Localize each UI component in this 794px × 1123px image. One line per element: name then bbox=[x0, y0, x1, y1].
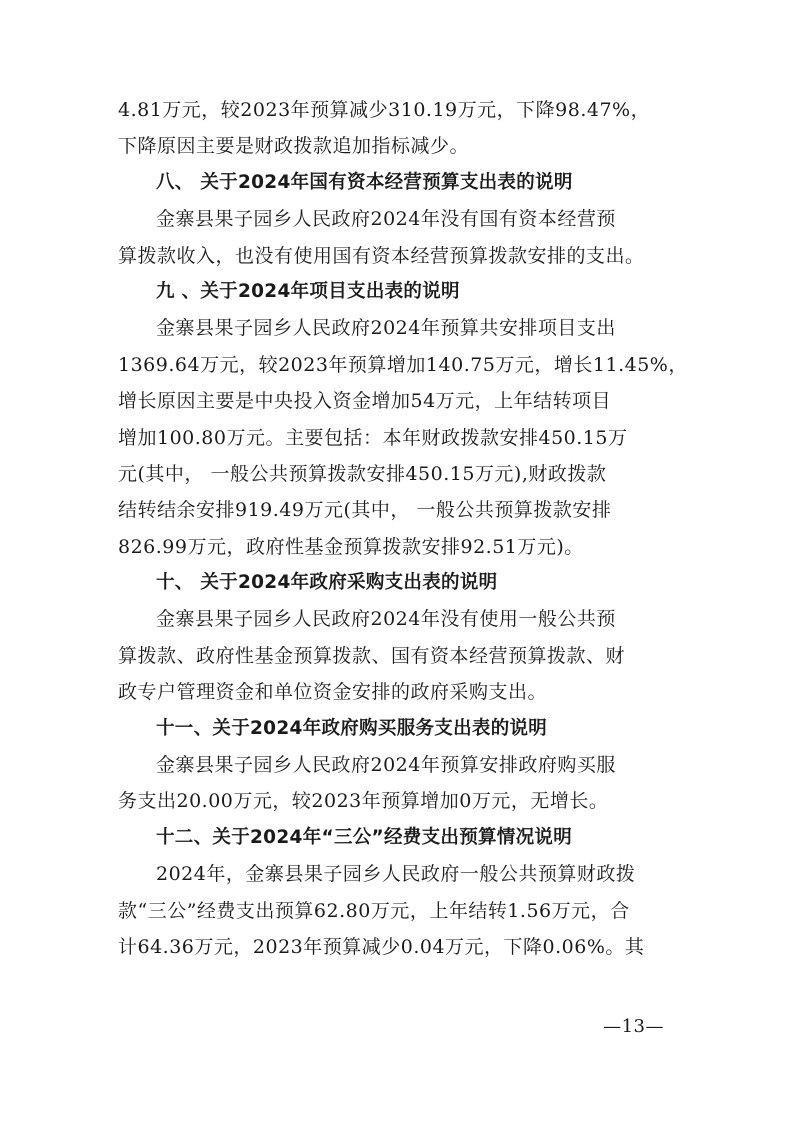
body-text-line: 1369.64万元，较2023年预算增加140.75万元，增长11.45%， bbox=[118, 353, 688, 376]
body-text-line: 金寨县果子园乡人民政府2024年没有使用一般公共预 bbox=[156, 608, 616, 631]
section-heading-11: 十一、关于2024年政府购买服务支出表的说明 bbox=[156, 717, 548, 739]
body-text-line: 金寨县果子园乡人民政府2024年预算共安排项目支出 bbox=[156, 317, 616, 340]
body-text-line: 元(其中， 一般公共预算拨款安排450.15万元),财政拨款 bbox=[118, 462, 607, 485]
body-text-line: 金寨县果子园乡人民政府2024年没有国有资本经营预 bbox=[156, 208, 616, 231]
page-number: —13— bbox=[603, 1016, 664, 1037]
body-text-line: 下降原因主要是财政拨款追加指标减少。 bbox=[118, 135, 470, 158]
body-text-line: 算拨款、政府性基金预算拨款、国有资本经营预算拨款、财 bbox=[118, 644, 626, 667]
body-text-line: 增长原因主要是中央投入资金增加54万元，上年结转项目 bbox=[118, 390, 612, 413]
body-text-line: 4.81万元，较2023年预算减少310.19万元，下降98.47%， bbox=[118, 99, 651, 121]
section-heading-8: 八、 关于2024年国有资本经营预算支出表的说明 bbox=[156, 171, 573, 193]
body-text-line: 务支出20.00万元，较2023年预算增加0万元，无增长。 bbox=[118, 790, 609, 813]
body-text-line: 826.99万元，政府性基金预算拨款安排92.51万元)。 bbox=[118, 535, 584, 558]
body-text-line: 结转结余安排919.49万元(其中， 一般公共预算拨款安排 bbox=[118, 499, 612, 522]
body-text-line: 金寨县果子园乡人民政府2024年预算安排政府购买服 bbox=[156, 754, 616, 777]
section-heading-10: 十、 关于2024年政府采购支出表的说明 bbox=[156, 572, 498, 594]
body-text-line: 政专户管理资金和单位资金安排的政府采购支出。 bbox=[118, 681, 548, 704]
body-text-line: 款“三公”经费支出预算62.80万元，上年结转1.56万元，合 bbox=[118, 899, 630, 922]
body-text-line: 计64.36万元，2023年预算减少0.04万元，下降0.06%。其 bbox=[118, 935, 645, 958]
section-heading-12: 十二、关于2024年“三公”经费支出预算情况说明 bbox=[156, 826, 573, 848]
section-heading-9: 九 、关于2024年项目支出表的说明 bbox=[156, 280, 460, 302]
body-text-line: 算拨款收入，也没有使用国有资本经营预算拨款安排的支出。 bbox=[118, 244, 645, 267]
body-text-line: 2024年，金寨县果子园乡人民政府一般公共预算财政拨 bbox=[156, 863, 636, 886]
body-text-line: 增加100.80万元。主要包括：本年财政拨款安排450.15万 bbox=[118, 426, 628, 449]
document-body bbox=[118, 92, 688, 965]
